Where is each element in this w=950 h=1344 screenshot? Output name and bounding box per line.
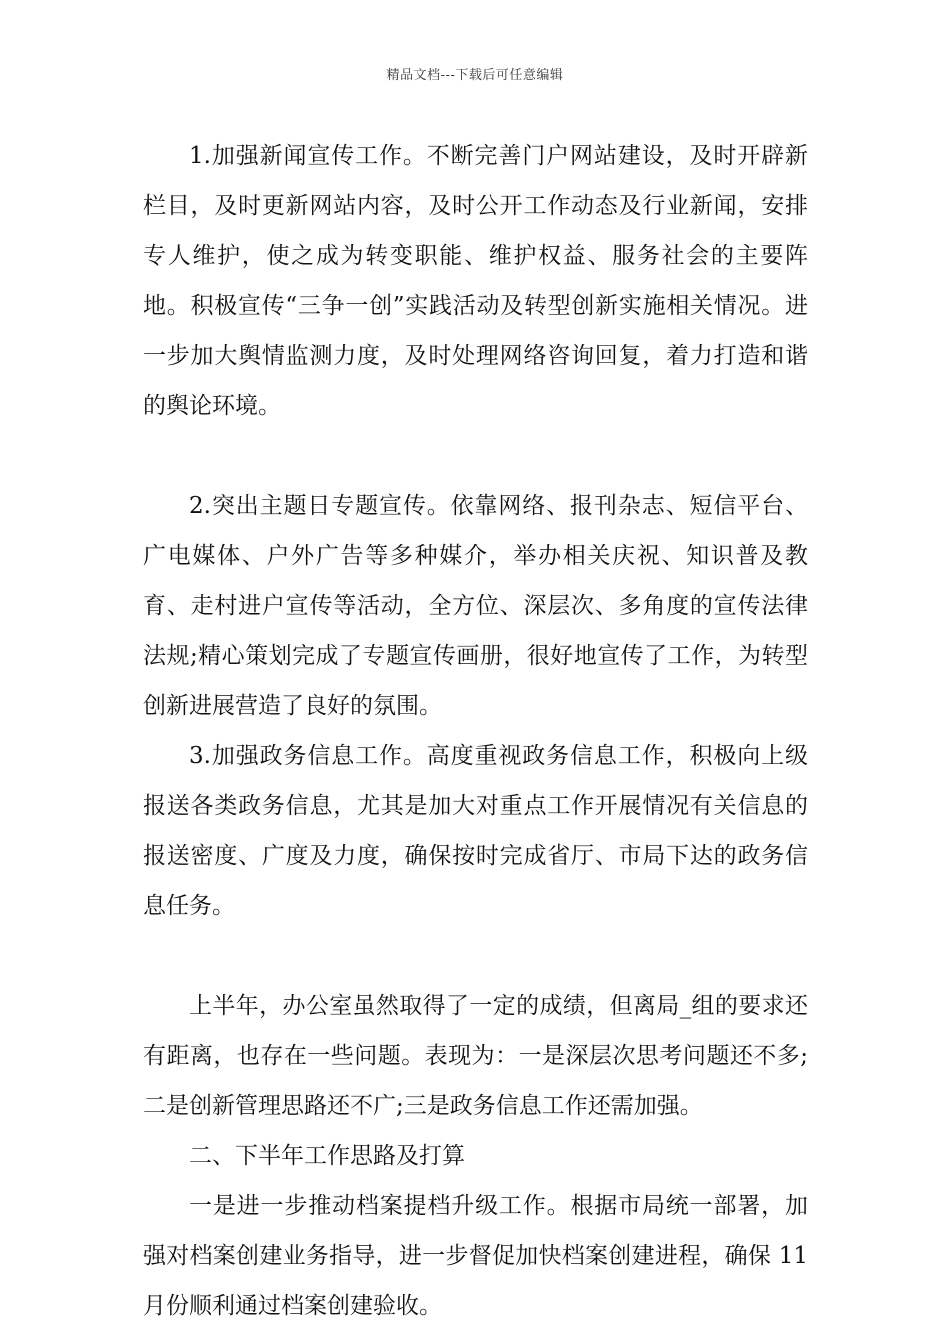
paragraph-theme-day-publicity: 2.突出主题日专题宣传。依靠网络、报刊杂志、短信平台、广电媒体、户外广告等多种媒介，举办相关庆祝、知识普及教育、走村进户宣传等活动，全方位、深层次、多角度的宣传法律法规;精心策划完成了专题宣传画册，很好地宣传了工作，为转型创新进展营造了良好的氛围。	[143, 493, 808, 719]
paragraph-first-half-summary: 上半年，办公室虽然取得了一定的成绩，但离局_组的要求还有距离，也存在一些问题。表现为：一是深层次思考问题还不多;二是创新管理思路还不广;三是政务信息工作还需加强。	[143, 993, 808, 1119]
paragraph-archive-upgrade: 一是进一步推动档案提档升级工作。根据市局统一部署，加强对档案创建业务指导，进一步督促加快档案创建进程，确保 11 月份顺利通过档案创建验收。	[143, 1193, 808, 1319]
page-header: 精品文档---下载后可任意编辑	[386, 68, 564, 83]
paragraph-government-info: 3.加强政务信息工作。高度重视政务信息工作，积极向上级报送各类政务信息，尤其是加大对重点工作开展情况有关信息的报送密度、广度及力度，确保按时完成省厅、市局下达的政务信息任务。	[143, 743, 808, 919]
document-body	[143, 131, 808, 1331]
paragraph-news-publicity: 1.加强新闻宣传工作。不断完善门户网站建设，及时开辟新栏目，及时更新网站内容，及时公开工作动态及行业新闻，安排专人维护，使之成为转变职能、维护权益、服务社会的主要阵地。积极宣传“三争一创”实践活动及转型创新实施相关情况。进一步加大舆情监测力度，及时处理网络咨询回复，着力打造和谐的舆论环境。	[143, 143, 808, 419]
section-heading-second-half-plan: 二、下半年工作思路及打算	[189, 1143, 465, 1169]
